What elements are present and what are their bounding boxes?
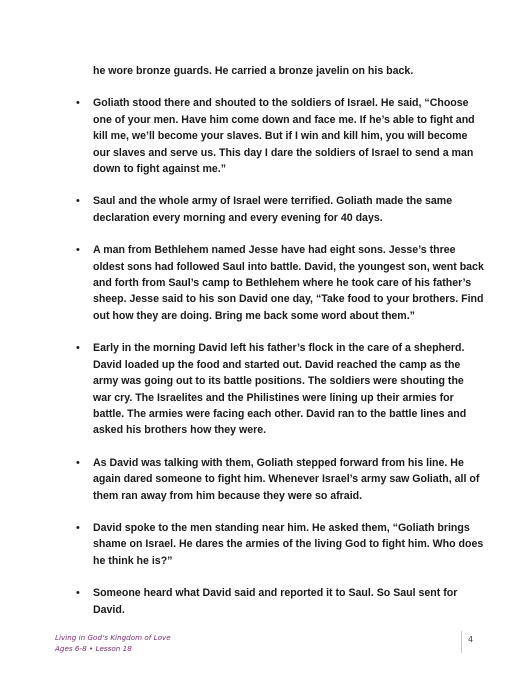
footer-divider xyxy=(461,631,462,653)
bullet-item-2 xyxy=(76,193,485,226)
bullet-marker: • xyxy=(76,456,80,469)
bullet-item-1 xyxy=(76,95,485,177)
page-footer xyxy=(55,632,485,656)
footer-curriculum-title: Living in God’s Kingdom of Love xyxy=(55,633,171,642)
bullet-item-6 xyxy=(76,520,485,569)
page-content xyxy=(76,63,485,634)
bullet-marker: • xyxy=(76,342,80,355)
bullet-item-7 xyxy=(76,585,485,618)
bullet-marker: • xyxy=(76,97,80,110)
bullet-text: A man from Bethlehem named Jesse have had eight sons. Jesse’s three oldest sons had followed Saul into battle. David, the youngest son, went back and forth from Saul’s camp to Bethlehem where he took care of his father’s sheep. Jesse said to his son David one day, “Take food to your brothers. Find out how they are doing. Bring me back some word about them.” xyxy=(93,244,484,322)
bullet-marker: • xyxy=(76,195,80,208)
bullet-text: As David was talking with them, Goliath stepped forward from his line. He again dared someone to fight him. Whenever Israel’s army saw Goliath, all of them ran away from him because they were so afraid. xyxy=(93,456,480,502)
footer-lesson-info: Ages 6-8 • Lesson 18 xyxy=(55,644,132,653)
bullet-text: Goliath stood there and shouted to the soldiers of Israel. He said, “Choose one of your men. Have him come down and face me. If he’s able to fight and kill me, we’ll become your slaves. But if I win and kill him, you will become our slaves and serve us. This day I dare the soldiers of Israel to send a man down to fight against me.” xyxy=(93,97,475,176)
bullet-marker: • xyxy=(76,244,80,257)
bullet-marker: • xyxy=(76,587,80,600)
continued-paragraph: he wore bronze guards. He carried a bronze javelin on his back. xyxy=(93,65,414,77)
bullet-item-4 xyxy=(76,340,485,438)
bullet-item-3 xyxy=(76,242,485,324)
story-bullet-list xyxy=(76,95,485,618)
bullet-text: Someone heard what David said and reported it to Saul. So Saul sent for David. xyxy=(93,587,458,616)
bullet-text: David spoke to the men standing near him. He asked them, “Goliath brings shame on Israel. He dares the armies of the living God to fight him. Who does he think he is?” xyxy=(93,521,484,567)
bullet-text: Early in the morning David left his father’s flock in the care of a shepherd. David loaded up the food and started out. David reached the camp as the army was going out to its battle positions. The soldiers were shouting the war cry. The Israelites and the Philistines were lining up their armies for battle. The armies were facing each other. David ran to the battle lines and asked his brothers how they were. xyxy=(93,342,467,437)
page-number: 4 xyxy=(468,635,474,644)
bullet-marker: • xyxy=(76,521,80,534)
bullet-text: Saul and the whole army of Israel were terrified. Goliath made the same declaration every morning and every evening for 40 days. xyxy=(93,195,453,224)
bullet-item-5 xyxy=(76,455,485,504)
